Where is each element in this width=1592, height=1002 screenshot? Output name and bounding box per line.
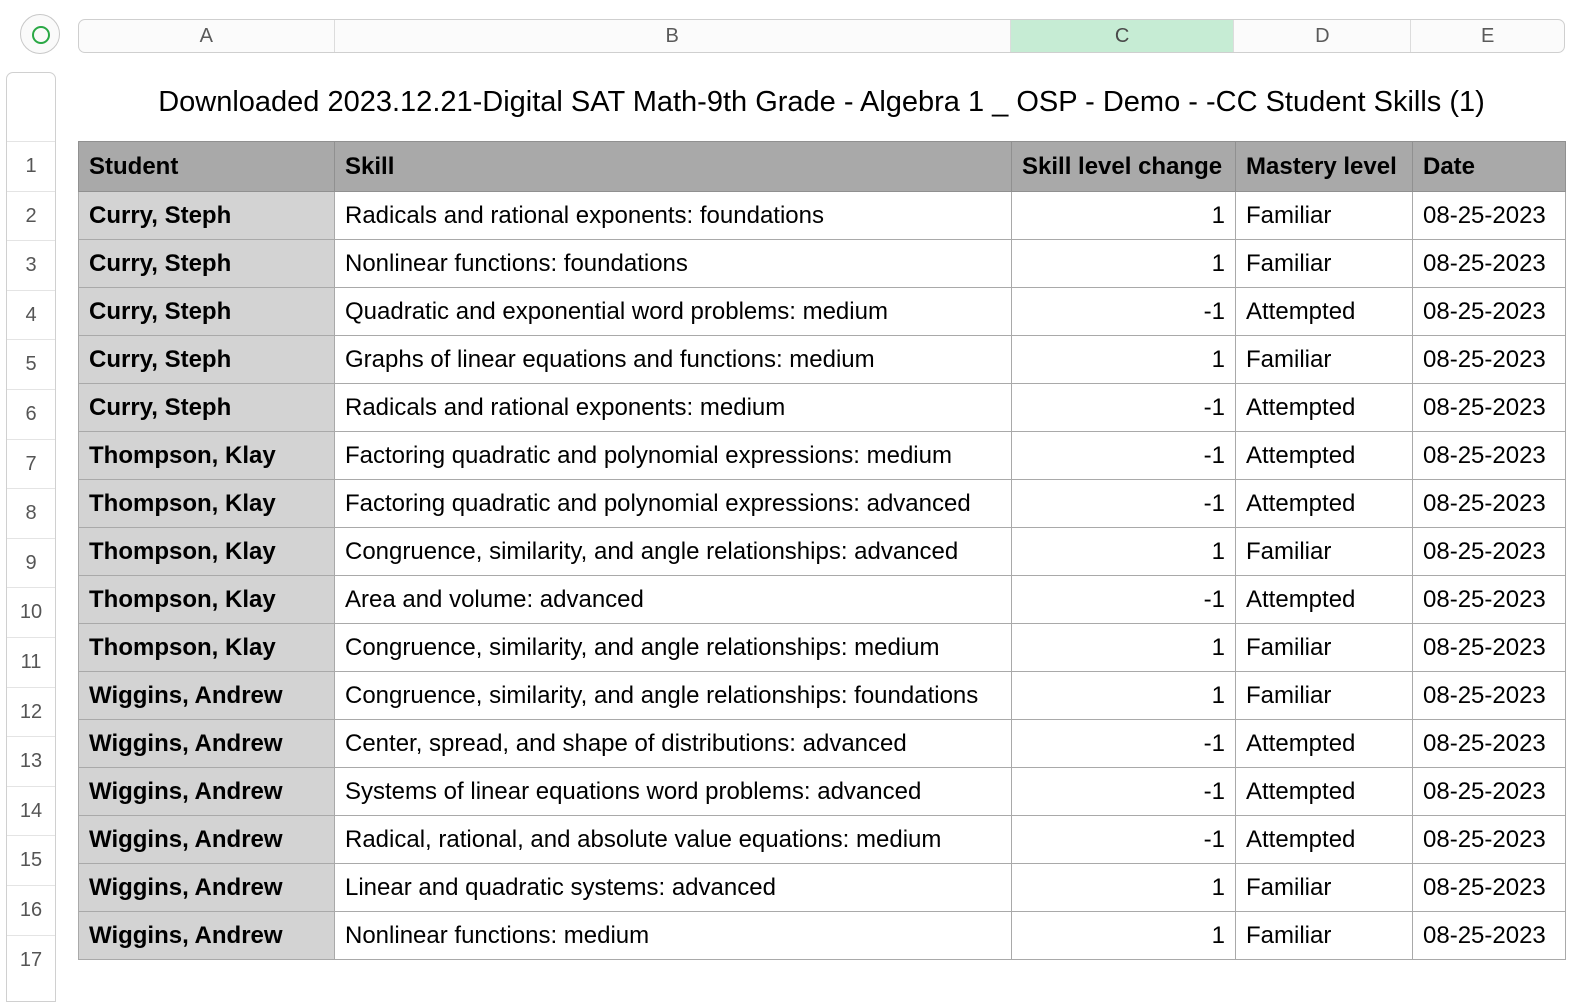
column-header-c[interactable]: C [1011,20,1235,52]
mastery-level-cell[interactable]: Attempted [1236,768,1413,816]
skill-level-change-cell[interactable]: -1 [1012,432,1236,480]
skill-level-change-cell[interactable]: -1 [1012,480,1236,528]
row-header[interactable]: 1 [7,141,55,191]
header-cell-mastery-level[interactable]: Mastery level [1236,142,1413,192]
skill-cell[interactable]: Congruence, similarity, and angle relationships: medium [335,624,1012,672]
date-cell[interactable]: 08-25-2023 [1413,480,1566,528]
student-cell[interactable]: Thompson, Klay [79,528,335,576]
skill-level-change-cell[interactable]: 1 [1012,528,1236,576]
row-header[interactable]: 7 [7,439,55,489]
mastery-level-cell[interactable]: Familiar [1236,240,1413,288]
table-row [79,192,1566,240]
row-header[interactable]: 11 [7,637,55,687]
skill-cell[interactable]: Nonlinear functions: medium [335,912,1012,960]
skill-level-change-cell[interactable]: -1 [1012,576,1236,624]
skill-cell[interactable]: Congruence, similarity, and angle relationships: foundations [335,672,1012,720]
skill-level-change-cell[interactable]: -1 [1012,720,1236,768]
row-header[interactable]: 5 [7,339,55,389]
row-header-gutter [6,72,56,1002]
mastery-level-cell[interactable]: Familiar [1236,864,1413,912]
sheet-title: Downloaded 2023.12.21-Digital SAT Math-9th Grade - Algebra 1 _ OSP - Demo - -CC Student Skills (1) [158,86,1485,118]
mastery-level-cell[interactable]: Attempted [1236,432,1413,480]
column-header-e[interactable]: E [1480,24,1495,47]
date-cell[interactable]: 08-25-2023 [1413,576,1566,624]
table-header-row [79,142,1566,192]
skill-cell[interactable]: Congruence, similarity, and angle relationships: advanced [335,528,1012,576]
row-header[interactable]: 6 [7,389,55,439]
table-row [79,720,1566,768]
circle-icon [32,26,50,44]
skill-level-change-cell[interactable]: -1 [1012,768,1236,816]
date-cell[interactable]: 08-25-2023 [1413,240,1566,288]
skill-level-change-cell[interactable]: 1 [1012,912,1236,960]
row-header[interactable]: 10 [7,587,55,637]
skill-cell[interactable]: Factoring quadratic and polynomial expressions: advanced [335,480,1012,528]
mastery-level-cell[interactable]: Familiar [1236,192,1413,240]
student-cell[interactable]: Thompson, Klay [79,480,335,528]
row-header[interactable]: 17 [7,935,55,985]
data-table [78,141,1566,960]
table-row [79,480,1566,528]
student-cell[interactable]: Curry, Steph [79,192,335,240]
student-cell[interactable]: Curry, Steph [79,240,335,288]
mastery-level-cell[interactable]: Attempted [1236,720,1413,768]
mastery-level-cell[interactable]: Attempted [1236,384,1413,432]
skill-level-change-cell[interactable]: 1 [1012,240,1236,288]
column-header-a[interactable]: A [79,20,335,52]
header-cell-student[interactable]: Student [79,142,335,192]
skill-cell[interactable]: Radical, rational, and absolute value equations: medium [335,816,1012,864]
table-row [79,336,1566,384]
row-header[interactable]: 4 [7,290,55,340]
skill-level-change-cell[interactable]: 1 [1012,192,1236,240]
table-row [79,432,1566,480]
row-header[interactable]: 14 [7,786,55,836]
table-row [79,624,1566,672]
skill-cell[interactable]: Center, spread, and shape of distributions: advanced [335,720,1012,768]
date-cell[interactable]: 08-25-2023 [1413,336,1566,384]
row-header[interactable]: 8 [7,488,55,538]
student-cell[interactable]: Wiggins, Andrew [79,672,335,720]
table-row [79,576,1566,624]
mastery-level-cell[interactable]: Familiar [1236,672,1413,720]
mastery-level-cell[interactable]: Attempted [1236,576,1413,624]
mastery-level-cell[interactable]: Familiar [1236,336,1413,384]
skill-cell[interactable]: Systems of linear equations word problems: advanced [335,768,1012,816]
student-cell[interactable]: Wiggins, Andrew [79,816,335,864]
skill-level-change-cell[interactable]: 1 [1012,864,1236,912]
date-cell[interactable]: 08-25-2023 [1413,432,1566,480]
skill-level-change-cell[interactable]: 1 [1012,672,1236,720]
date-cell[interactable]: 08-25-2023 [1413,672,1566,720]
date-cell[interactable]: 08-25-2023 [1413,384,1566,432]
skill-level-change-cell[interactable]: 1 [1012,624,1236,672]
table-row [79,240,1566,288]
select-all-button[interactable] [20,14,60,54]
student-cell[interactable]: Thompson, Klay [79,432,335,480]
student-cell[interactable]: Curry, Steph [79,288,335,336]
date-cell[interactable]: 08-25-2023 [1413,768,1566,816]
skill-level-change-cell[interactable]: 1 [1012,336,1236,384]
row-header[interactable]: 15 [7,835,55,885]
skill-cell[interactable]: Quadratic and exponential word problems: medium [335,288,1012,336]
mastery-level-cell[interactable]: Attempted [1236,288,1413,336]
date-cell[interactable]: 08-25-2023 [1413,192,1566,240]
student-cell[interactable]: Thompson, Klay [79,576,335,624]
student-cell[interactable]: Wiggins, Andrew [79,768,335,816]
student-cell[interactable]: Wiggins, Andrew [79,720,335,768]
skill-cell[interactable]: Nonlinear functions: foundations [335,240,1012,288]
row-header[interactable]: 12 [7,687,55,737]
mastery-level-cell[interactable]: Familiar [1236,912,1413,960]
date-cell[interactable]: 08-25-2023 [1413,912,1566,960]
column-header-b[interactable]: B [335,20,1011,52]
row-header[interactable]: 16 [7,885,55,935]
header-cell-skill[interactable]: Skill [335,142,1012,192]
skill-level-change-cell[interactable]: -1 [1012,816,1236,864]
date-cell[interactable]: 08-25-2023 [1413,528,1566,576]
student-cell[interactable]: Curry, Steph [79,336,335,384]
student-cell[interactable]: Wiggins, Andrew [79,912,335,960]
skill-cell[interactable]: Graphs of linear equations and functions: medium [335,336,1012,384]
skill-cell[interactable]: Factoring quadratic and polynomial expressions: medium [335,432,1012,480]
skill-cell[interactable]: Radicals and rational exponents: medium [335,384,1012,432]
table-row [79,528,1566,576]
skill-cell[interactable]: Area and volume: advanced [335,576,1012,624]
date-cell[interactable]: 08-25-2023 [1413,624,1566,672]
table-row [79,384,1566,432]
row-header[interactable]: 3 [7,240,55,290]
header-cell-skill-level-change[interactable]: Skill level change [1012,142,1236,192]
skill-level-change-cell[interactable]: -1 [1012,384,1236,432]
date-cell[interactable]: 08-25-2023 [1413,816,1566,864]
date-cell[interactable]: 08-25-2023 [1413,288,1566,336]
table-row [79,864,1566,912]
mastery-level-cell[interactable]: Familiar [1236,624,1413,672]
date-cell[interactable]: 08-25-2023 [1413,864,1566,912]
table-row [79,816,1566,864]
table-row [79,768,1566,816]
column-header-d[interactable]: D [1234,20,1411,52]
mastery-level-cell[interactable]: Familiar [1236,528,1413,576]
date-cell[interactable]: 08-25-2023 [1413,720,1566,768]
header-cell-date[interactable]: Date [1413,142,1566,192]
column-header-bar [78,19,1565,53]
row-header[interactable]: 13 [7,736,55,786]
student-cell[interactable]: Wiggins, Andrew [79,864,335,912]
mastery-level-cell[interactable]: Attempted [1236,816,1413,864]
student-cell[interactable]: Curry, Steph [79,384,335,432]
row-header[interactable]: 2 [7,191,55,241]
skill-cell[interactable]: Linear and quadratic systems: advanced [335,864,1012,912]
mastery-level-cell[interactable]: Attempted [1236,480,1413,528]
table-row [79,912,1566,960]
row-header[interactable]: 9 [7,538,55,588]
skill-cell[interactable]: Radicals and rational exponents: foundations [335,192,1012,240]
table-row [79,288,1566,336]
skill-level-change-cell[interactable]: -1 [1012,288,1236,336]
table-row [79,672,1566,720]
student-cell[interactable]: Thompson, Klay [79,624,335,672]
